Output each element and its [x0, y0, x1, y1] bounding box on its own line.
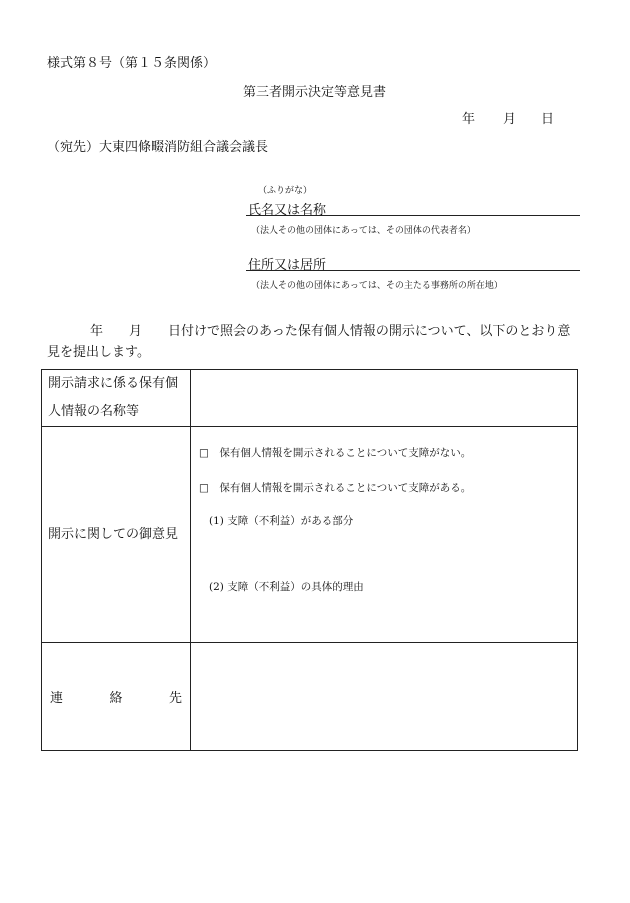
- table-row: [42, 643, 578, 751]
- furigana-label: （ふりがな）: [258, 186, 313, 196]
- contact-char-2: 絡: [109, 691, 123, 706]
- hindrance-reason-label: (2) 支障（不利益）の具体的理由: [209, 581, 364, 593]
- table-row: [42, 427, 578, 643]
- opinion-label-cell: [42, 427, 191, 643]
- address-note: （法人その他の団体にあっては、その主たる事務所の所在地）: [251, 281, 503, 291]
- subject-label-line1: 開示請求に係る保有個: [48, 376, 179, 391]
- name-underline: [246, 215, 580, 216]
- contact-label: [42, 687, 190, 706]
- opinion-label: 開示に関しての御意見: [48, 526, 179, 542]
- body-text-line1: 年 月 日付けで照会のあった保有個人情報の開示について、以下のとおり意: [90, 324, 571, 339]
- option-hindrance[interactable]: □ 保有個人情報を開示されることについて支障がある。: [199, 482, 472, 494]
- name-note: （法人その他の団体にあっては、その団体の代表者名）: [251, 226, 476, 236]
- hindrance-part-label: (1) 支障（不利益）がある部分: [209, 515, 354, 527]
- date-day: 日: [541, 112, 555, 127]
- contact-label-cell: [42, 643, 191, 751]
- addressee: （宛先）大東四條畷消防組合議会議長: [47, 140, 269, 155]
- contact-char-3: 先: [168, 691, 182, 706]
- subject-label-cell: [42, 370, 191, 427]
- date-month: 月: [503, 112, 517, 127]
- document-title: 第三者開示決定等意見書: [243, 85, 387, 100]
- address-label: 住所又は居所: [248, 258, 327, 273]
- contact-input-cell[interactable]: [191, 643, 578, 751]
- option-no-hindrance[interactable]: □ 保有個人情報を開示されることについて支障がない。: [199, 447, 472, 459]
- table-row: [42, 370, 578, 427]
- opinion-table: [41, 369, 578, 751]
- subject-label-line2: 人情報の名称等: [48, 404, 140, 419]
- subject-input-cell[interactable]: [191, 370, 578, 427]
- date-year: 年: [462, 112, 476, 127]
- body-text-line2: 見を提出します。: [47, 345, 150, 360]
- opinion-input-cell[interactable]: [191, 427, 578, 643]
- form-number: 様式第８号（第１５条関係）: [47, 56, 217, 71]
- address-underline: [246, 270, 580, 271]
- name-label: 氏名又は名称: [248, 203, 327, 218]
- contact-char-1: 連: [50, 691, 64, 706]
